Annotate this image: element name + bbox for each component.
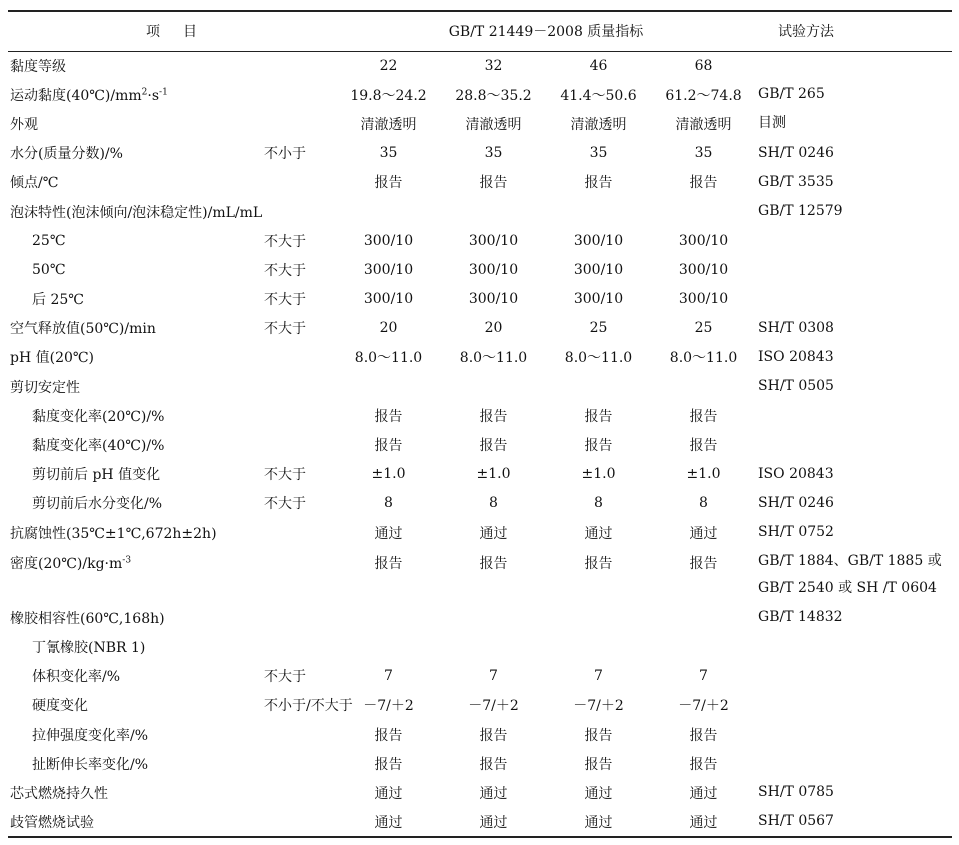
table-row xyxy=(8,547,952,603)
table-row xyxy=(8,749,952,778)
row-value: 8 xyxy=(489,495,498,512)
row-value: 32 xyxy=(484,57,503,74)
row-item: 体积变化率/% xyxy=(32,669,121,686)
row-item: 黏度变化率(20℃)/% xyxy=(32,408,165,425)
row-value: 报告 xyxy=(584,408,613,425)
row-value: 61.2～74.8 xyxy=(665,87,742,104)
table-row xyxy=(8,430,952,459)
row-method xyxy=(756,255,952,284)
row-value: 300/10 xyxy=(573,232,624,249)
row-value xyxy=(546,197,651,226)
row-value: 68 xyxy=(694,57,713,74)
row-value: 35 xyxy=(379,145,398,162)
row-value: 清澈透明 xyxy=(465,116,522,133)
row-method xyxy=(756,51,952,80)
table-row xyxy=(8,255,952,284)
row-value: 300/10 xyxy=(468,261,519,278)
row-value xyxy=(336,603,441,632)
row-item: 橡胶相容性(60℃,168h) xyxy=(10,610,165,627)
row-value: 通过 xyxy=(689,785,718,802)
row-value: 报告 xyxy=(374,756,403,773)
table-row xyxy=(8,460,952,489)
row-value: 通过 xyxy=(374,785,403,802)
row-method: GB/T 265 xyxy=(758,86,825,103)
row-item: 水分(质量分数)/% xyxy=(10,146,123,163)
specification-table xyxy=(8,10,952,838)
row-value: 报告 xyxy=(374,175,403,192)
row-value: 35 xyxy=(484,145,503,162)
row-item: 后 25℃ xyxy=(32,292,84,309)
row-value: 300/10 xyxy=(573,261,624,278)
row-value: ±1.0 xyxy=(476,466,511,483)
row-limit xyxy=(264,749,336,778)
row-method xyxy=(756,430,952,459)
row-limit xyxy=(264,632,336,661)
row-value xyxy=(651,197,756,226)
row-limit xyxy=(264,547,336,603)
table-row xyxy=(8,314,952,343)
row-method: GB/T 3535 xyxy=(758,173,834,190)
table-row xyxy=(8,662,952,691)
table-row xyxy=(8,778,952,807)
row-method xyxy=(756,632,952,661)
row-value: 7 xyxy=(384,668,393,685)
row-method: ISO 20843 xyxy=(758,348,834,365)
row-value: 22 xyxy=(379,57,398,74)
table-row xyxy=(8,109,952,138)
table-row xyxy=(8,401,952,430)
row-item: 芯式燃烧持久性 xyxy=(10,785,108,802)
row-value: 8 xyxy=(699,495,708,512)
table-row xyxy=(8,226,952,255)
row-value xyxy=(546,632,651,661)
row-method xyxy=(756,749,952,778)
table-row xyxy=(8,372,952,401)
row-value: 300/10 xyxy=(573,291,624,308)
row-value xyxy=(546,603,651,632)
row-value: 报告 xyxy=(479,556,508,573)
row-limit xyxy=(264,603,336,632)
row-method: 目测 xyxy=(758,115,787,132)
row-value: 35 xyxy=(694,145,713,162)
header-row xyxy=(8,11,952,51)
row-method xyxy=(756,226,952,255)
row-item: 歧管燃烧试验 xyxy=(8,808,264,837)
row-value: －7/＋2 xyxy=(363,698,414,715)
row-limit: 不大于 xyxy=(264,496,306,513)
row-method xyxy=(756,401,952,430)
row-limit xyxy=(264,720,336,749)
row-value: 通过 xyxy=(441,808,546,837)
row-value: 报告 xyxy=(689,408,718,425)
row-item: 剪切前后 pH 值变化 xyxy=(32,467,161,484)
row-value: 35 xyxy=(589,145,608,162)
row-value xyxy=(336,372,441,401)
row-limit xyxy=(264,401,336,430)
row-limit xyxy=(264,778,336,807)
header-item: 项 目 xyxy=(8,11,336,51)
row-value: 通过 xyxy=(546,808,651,837)
row-limit xyxy=(264,51,336,80)
row-limit: 不小于/不大于 xyxy=(264,698,353,715)
row-value xyxy=(441,603,546,632)
row-item: 扯断伸长率变化/% xyxy=(32,756,149,773)
row-value xyxy=(336,632,441,661)
row-value: 46 xyxy=(589,57,608,74)
row-limit xyxy=(264,518,336,547)
row-value: 300/10 xyxy=(678,232,729,249)
header-spec: GB/T 21449－2008 质量指标 xyxy=(336,11,756,51)
row-value: 报告 xyxy=(584,756,613,773)
row-method: GB/T 12579 xyxy=(758,203,843,220)
row-limit: 不大于 xyxy=(264,262,306,279)
row-item: 25℃ xyxy=(32,232,66,249)
row-value: 41.4～50.6 xyxy=(560,87,637,104)
table-row xyxy=(8,197,952,226)
row-value xyxy=(336,197,441,226)
table-row xyxy=(8,691,952,720)
row-method xyxy=(756,691,952,720)
row-item: 剪切前后水分变化/% xyxy=(32,496,163,513)
row-item: 抗腐蚀性(35℃±1℃,672h±2h) xyxy=(10,525,217,542)
row-value: 报告 xyxy=(689,556,718,573)
row-limit: 不小于 xyxy=(264,146,306,163)
row-value: 报告 xyxy=(479,408,508,425)
row-value: 300/10 xyxy=(468,232,519,249)
row-item: 运动黏度$(40℃)/mm^2\cdot s^{-1}$ xyxy=(10,87,168,104)
row-value: 8.0～11.0 xyxy=(669,350,738,367)
table-row xyxy=(8,343,952,372)
row-value: 8.0～11.0 xyxy=(354,350,423,367)
row-value: 8.0～11.0 xyxy=(459,350,528,367)
row-value: 300/10 xyxy=(363,232,414,249)
table-row xyxy=(8,489,952,518)
table-row xyxy=(8,168,952,197)
row-limit: 不大于 xyxy=(264,292,306,309)
header-method: 试验方法 xyxy=(756,11,952,51)
row-value xyxy=(441,632,546,661)
table-row xyxy=(8,80,952,109)
row-value: ±1.0 xyxy=(581,466,616,483)
row-limit xyxy=(264,80,336,109)
row-value: －7/＋2 xyxy=(573,698,624,715)
table-row xyxy=(8,139,952,168)
row-value: ±1.0 xyxy=(371,466,406,483)
row-value xyxy=(651,632,756,661)
table-row xyxy=(8,285,952,314)
row-limit xyxy=(264,808,336,837)
row-value: 报告 xyxy=(584,175,613,192)
row-value: 19.8～24.2 xyxy=(350,87,427,104)
row-value: 通过 xyxy=(479,525,508,542)
row-value xyxy=(441,197,546,226)
row-method: SH/T 0505 xyxy=(758,378,834,395)
row-value: 报告 xyxy=(374,727,403,744)
table-row xyxy=(8,51,952,80)
row-item: pH 值(20℃) xyxy=(10,350,95,367)
row-value: 25 xyxy=(589,320,608,337)
table-row xyxy=(8,518,952,547)
row-value: 报告 xyxy=(374,556,403,573)
row-item: 50℃ xyxy=(32,261,66,278)
row-method xyxy=(756,285,952,314)
row-value: 20 xyxy=(379,320,398,337)
row-value: 通过 xyxy=(374,525,403,542)
row-limit: 不大于 xyxy=(264,467,306,484)
row-value xyxy=(651,603,756,632)
row-value: ±1.0 xyxy=(686,466,721,483)
row-item: 外观 xyxy=(10,116,38,133)
row-value: 300/10 xyxy=(363,291,414,308)
row-value: 通过 xyxy=(651,808,756,837)
row-method: SH/T 0567 xyxy=(756,808,952,837)
row-value: 清澈透明 xyxy=(675,116,732,133)
row-limit xyxy=(264,372,336,401)
table-row xyxy=(8,632,952,661)
row-value: 清澈透明 xyxy=(360,116,417,133)
row-value: 报告 xyxy=(584,556,613,573)
row-item: 泡沫特性(泡沫倾向/泡沫稳定性)/mL/mL xyxy=(10,204,263,221)
row-limit: 不大于 xyxy=(264,669,306,686)
row-value: 300/10 xyxy=(363,261,414,278)
row-item: 密度$(20℃)/kg\cdot m^{-3}$ xyxy=(10,555,132,573)
row-value: 通过 xyxy=(689,525,718,542)
row-value: 报告 xyxy=(689,756,718,773)
row-value: 300/10 xyxy=(678,291,729,308)
row-value: 报告 xyxy=(689,175,718,192)
row-value: 300/10 xyxy=(468,291,519,308)
row-value xyxy=(441,372,546,401)
row-item: 拉伸强度变化率/% xyxy=(32,727,149,744)
row-value: 报告 xyxy=(479,175,508,192)
table-row xyxy=(8,603,952,632)
row-method: SH/T 0785 xyxy=(758,784,834,801)
row-limit xyxy=(264,168,336,197)
row-value: 通过 xyxy=(336,808,441,837)
row-limit: 不大于 xyxy=(264,321,306,338)
row-value: 8 xyxy=(384,495,393,512)
row-value: 25 xyxy=(694,320,713,337)
row-item: 硬度变化 xyxy=(32,698,88,715)
row-value: 300/10 xyxy=(678,261,729,278)
row-value: 报告 xyxy=(584,438,613,455)
row-method: SH/T 0752 xyxy=(758,524,834,541)
row-value: 报告 xyxy=(479,727,508,744)
row-value: 28.8～35.2 xyxy=(455,87,532,104)
row-limit: 不大于 xyxy=(264,233,306,250)
row-value: 报告 xyxy=(689,727,718,744)
row-value: 通过 xyxy=(479,785,508,802)
row-method xyxy=(756,720,952,749)
row-value: 7 xyxy=(699,668,708,685)
row-value: 20 xyxy=(484,320,503,337)
row-item: 丁氰橡胶(NBR 1) xyxy=(32,639,146,656)
row-method: GB/T 1884、GB/T 1885 或 GB/T 2540 或 SH /T 0604 xyxy=(758,553,942,597)
row-item: 倾点/℃ xyxy=(10,175,59,192)
row-method: GB/T 14832 xyxy=(758,609,843,626)
row-method: SH/T 0246 xyxy=(758,144,834,161)
row-method xyxy=(756,662,952,691)
row-value xyxy=(546,372,651,401)
row-value: 8.0～11.0 xyxy=(564,350,633,367)
row-value: 通过 xyxy=(584,785,613,802)
row-value: 报告 xyxy=(374,408,403,425)
row-value xyxy=(651,372,756,401)
row-limit xyxy=(264,197,336,226)
row-item: 黏度等级 xyxy=(10,58,66,75)
row-method: ISO 20843 xyxy=(758,465,834,482)
row-value: 7 xyxy=(489,668,498,685)
row-item: 空气释放值(50℃)/min xyxy=(10,321,156,338)
row-value: 报告 xyxy=(479,756,508,773)
table-row xyxy=(8,720,952,749)
row-value: 清澈透明 xyxy=(570,116,627,133)
row-item: 剪切安定性 xyxy=(10,379,80,396)
row-value: 报告 xyxy=(584,727,613,744)
row-value: 报告 xyxy=(479,438,508,455)
row-value: －7/＋2 xyxy=(678,698,729,715)
row-value: 7 xyxy=(594,668,603,685)
table-row xyxy=(8,808,952,837)
row-limit xyxy=(264,343,336,372)
row-method: SH/T 0308 xyxy=(758,319,834,336)
row-value: －7/＋2 xyxy=(468,698,519,715)
row-value: 报告 xyxy=(374,438,403,455)
row-method: SH/T 0246 xyxy=(758,494,834,511)
row-value: 通过 xyxy=(584,525,613,542)
row-item: 黏度变化率(40℃)/% xyxy=(32,438,165,455)
row-limit xyxy=(264,430,336,459)
row-value: 8 xyxy=(594,495,603,512)
row-value: 报告 xyxy=(689,438,718,455)
row-limit xyxy=(264,109,336,138)
